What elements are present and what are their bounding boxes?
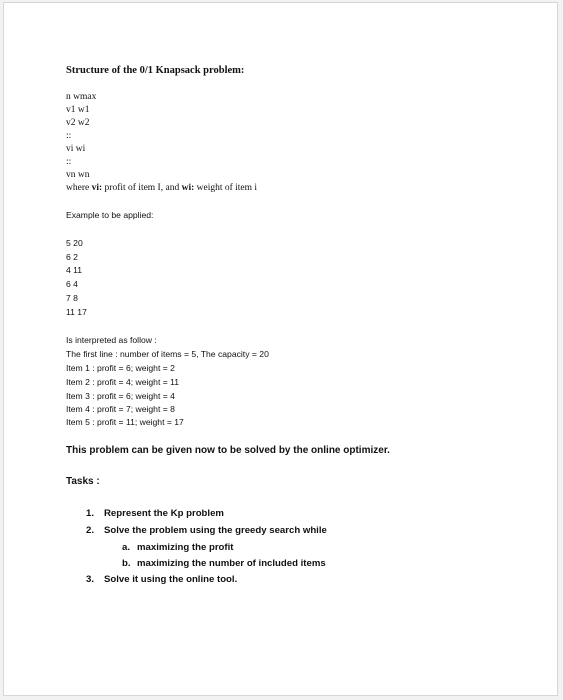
subtask-letter: b. <box>122 558 131 569</box>
interpretation-line: Item 3 : profit = 6; weight = 4 <box>66 391 175 401</box>
task-text: Solve it using the online tool. <box>104 574 238 585</box>
task-text: Represent the Kp problem <box>104 508 224 519</box>
vi-term: vi: <box>91 183 103 193</box>
example-line: 4 11 <box>66 265 83 275</box>
interpretation-line: Item 2 : profit = 4; weight = 11 <box>66 377 180 387</box>
task-text: Solve the problem using the greedy search while <box>104 525 327 536</box>
interpretation-line: Item 4 : profit = 7; weight = 8 <box>66 404 175 414</box>
where-post: weight of item i <box>194 183 258 193</box>
structure-line: :: <box>66 131 72 141</box>
structure-line: v1 w1 <box>66 105 90 115</box>
task-number: 2. <box>86 525 95 536</box>
structure-line: n wmax <box>66 92 97 102</box>
where-definition <box>66 183 257 193</box>
interpretation-line: Item 1 : profit = 6; weight = 2 <box>66 363 175 373</box>
interpretation-line: Item 5 : profit = 11; weight = 17 <box>66 417 184 427</box>
structure-line: v2 w2 <box>66 118 90 128</box>
tasks-heading: Tasks : <box>66 476 100 487</box>
task-number: 1. <box>86 508 95 519</box>
optimizer-statement: This problem can be given now to be solved by the online optimizer. <box>66 445 390 456</box>
structure-line: :: <box>66 157 72 167</box>
document-title: Structure of the 0/1 Knapsack problem: <box>66 65 245 76</box>
structure-line: vi wi <box>66 144 86 154</box>
example-line: 5 20 <box>66 238 83 248</box>
interpretation-line: The first line : number of items = 5, The capacity = 20 <box>66 349 269 359</box>
example-line: 11 17 <box>66 307 87 317</box>
example-line: 6 2 <box>66 252 78 262</box>
where-pre: where <box>66 183 92 193</box>
subtask-text: maximizing the number of included items <box>137 558 326 569</box>
subtask-text: maximizing the profit <box>137 542 234 553</box>
where-mid: profit of item I, and <box>102 183 182 193</box>
example-line: 6 4 <box>66 279 78 289</box>
task-number: 3. <box>86 574 95 585</box>
wi-term: wi: <box>181 183 195 193</box>
example-heading: Example to be applied: <box>66 210 154 220</box>
interpretation-line: Is interpreted as follow : <box>66 335 157 345</box>
subtask-letter: a. <box>122 542 131 553</box>
structure-line: vn wn <box>66 170 90 180</box>
example-line: 7 8 <box>66 293 78 303</box>
